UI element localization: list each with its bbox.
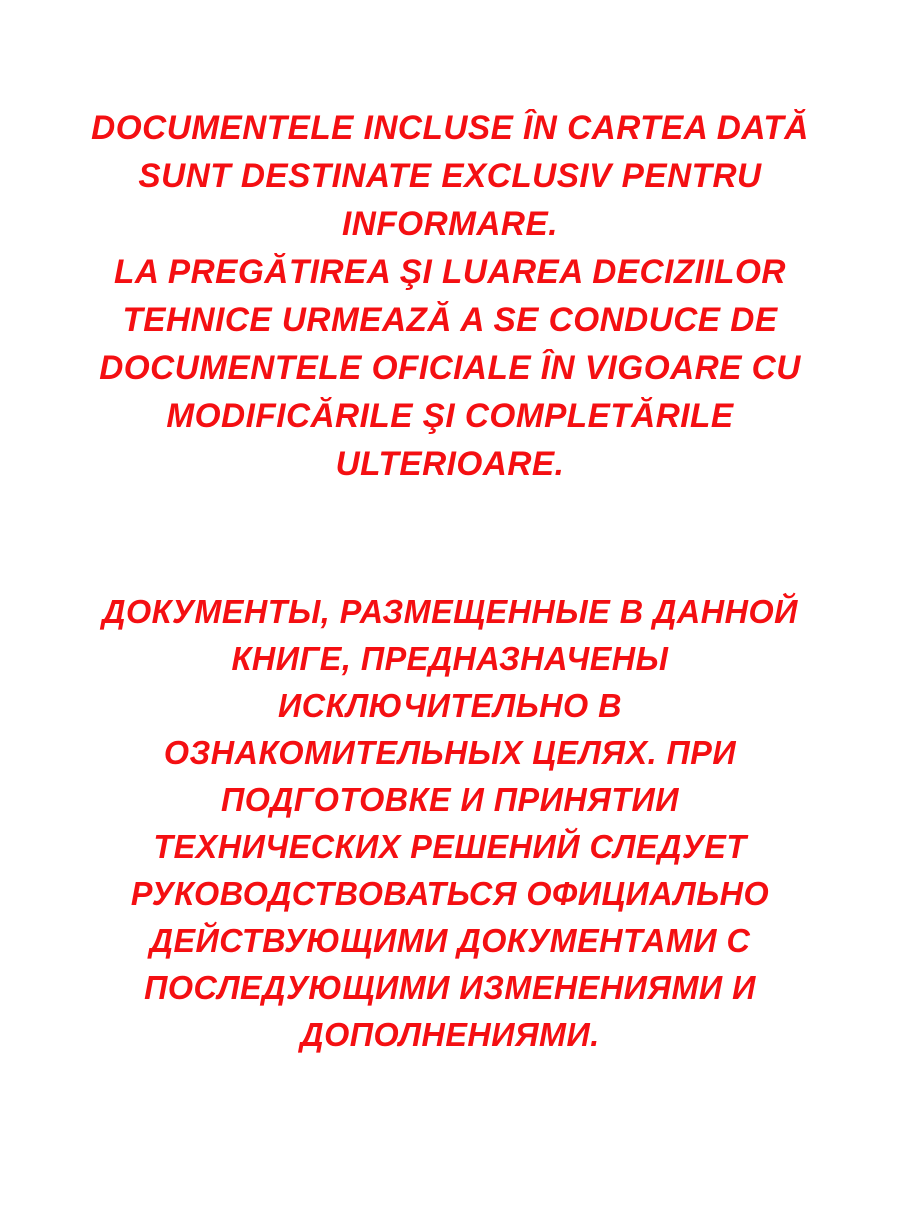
notice-line: КНИГЕ, ПРЕДНАЗНАЧЕНЫ xyxy=(231,640,669,677)
notice-line: ИСКЛЮЧИТЕЛЬНО В xyxy=(277,687,623,724)
notice-line: ПОДГОТОВКЕ И ПРИНЯТИИ xyxy=(220,781,680,818)
notice-line: ДОПОЛНЕНИЯМИ. xyxy=(300,1016,600,1053)
notice-line: ДОКУМЕНТЫ, РАЗМЕЩЕННЫЕ В ДАННОЙ xyxy=(102,593,798,630)
notice-line: ОЗНАКОМИТЕЛЬНЫХ ЦЕЛЯХ. ПРИ xyxy=(163,734,737,771)
notice-line: ПОСЛЕДУЮЩИМИ ИЗМЕНЕНИЯМИ И xyxy=(144,969,756,1006)
notice-line: ТЕХНИЧЕСКИХ РЕШЕНИЙ СЛЕДУЕТ xyxy=(153,828,747,865)
disclaimer-notice-romanian xyxy=(0,104,900,488)
notice-line: INFORMARE. xyxy=(342,205,558,243)
notice-line: ДЕЙСТВУЮЩИМИ ДОКУМЕНТАМИ С xyxy=(149,922,751,959)
notice-line: MODIFICĂRILE ŞI COMPLETĂRILE xyxy=(166,397,734,435)
notice-line: РУКОВОДСТВОВАТЬСЯ ОФИЦИАЛЬНО xyxy=(130,875,770,912)
notice-line: DOCUMENTELE OFICIALE ÎN VIGOARE CU xyxy=(99,349,801,387)
notice-line: LA PREGĂTIREA ŞI LUAREA DECIZIILOR xyxy=(114,253,786,291)
notice-line: TEHNICE URMEAZĂ A SE CONDUCE DE xyxy=(122,301,778,339)
notice-line: ULTERIOARE. xyxy=(335,445,565,483)
disclaimer-notice-russian xyxy=(0,588,900,1058)
notice-line: DOCUMENTELE INCLUSE ÎN CARTEA DATĂ xyxy=(91,109,809,147)
notice-line: SUNT DESTINATE EXCLUSIV PENTRU xyxy=(138,157,762,195)
